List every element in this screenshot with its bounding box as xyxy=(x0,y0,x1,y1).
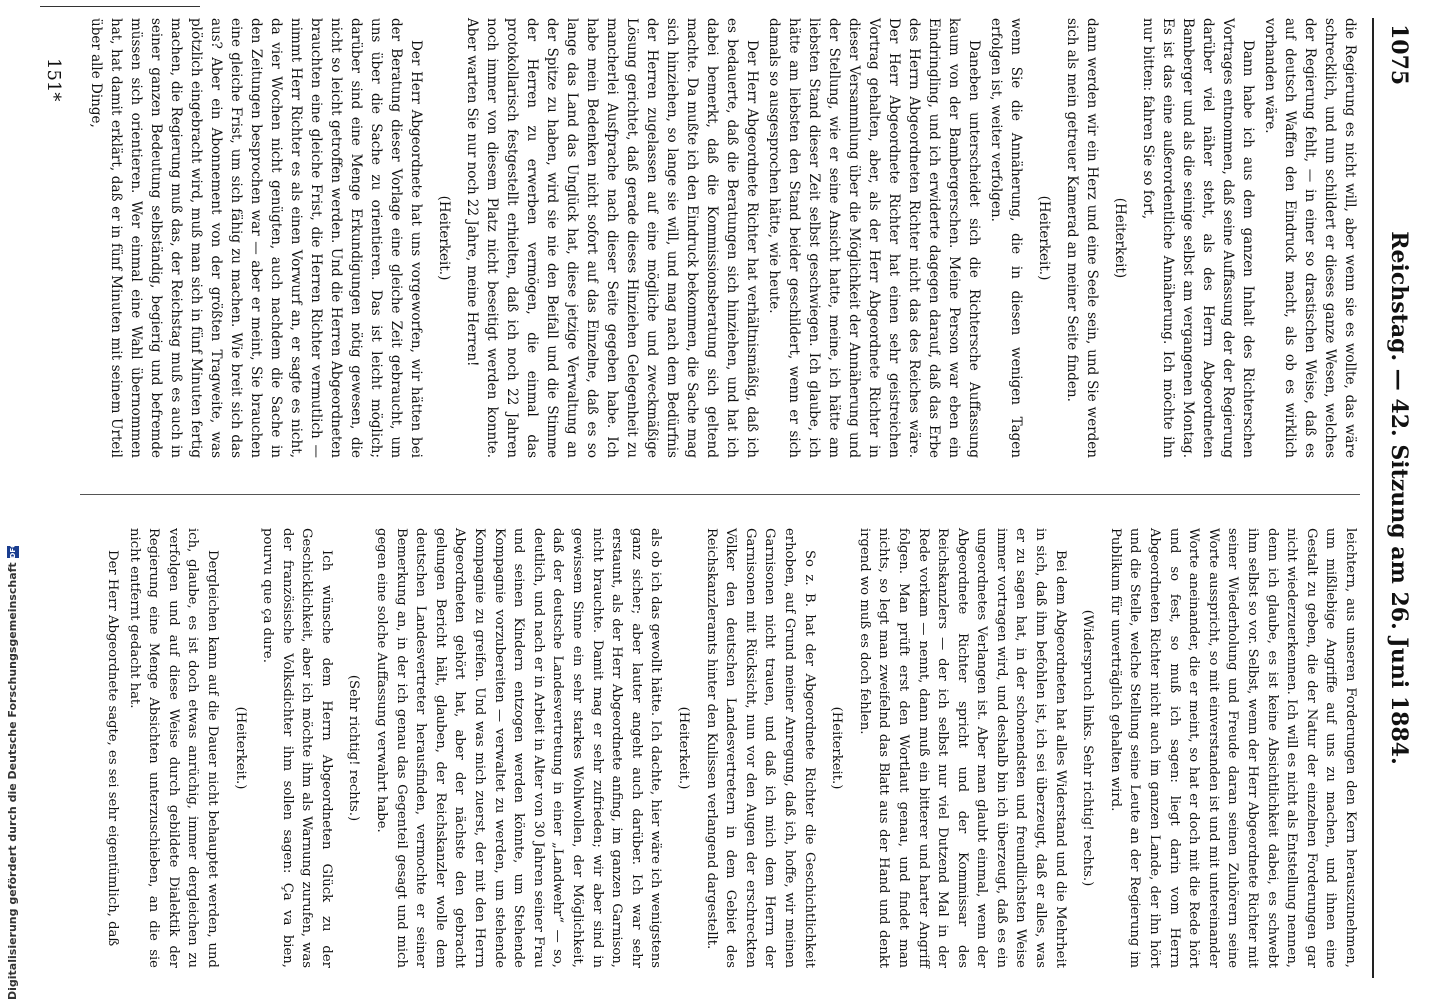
right-paragraph: Bei dem Abgeordneten hat alles Widerstand und die Mehrheit in sich, daß ihm befohlen ist, ich sei überzeugt, daß er alles, was er zu sagen hat, in der schonendsten und freundlichsten Weise immer vortragen wird, und deshalb bin ich überzeugt, daß es ein ungeordnetes Verlangen ist. Aber man glaubt einmal, wenn der Abgeordnete Richter spricht und der Kommissar des Reichskanzlers — der ich selbst nur viel Dutzend Mal in der Rede vorkam — nennt, dann muß ein bitterer und harter Angriff folgen. Man prüft erst den Wortlaut genau, und findet man nichts, so legt man zweifelnd das Blatt aus der Hand und denkt irgend wo muß es doch fehlen. xyxy=(856,528,1068,968)
right-interjection: (Heiterkeit.) xyxy=(232,706,248,790)
page-title: Reichstag. — 42. Sitzung am 26. Juni 1884. xyxy=(1386,231,1412,765)
page-number: 1075 xyxy=(1386,24,1412,86)
right-paragraph: Der Herr Abgeordnete sagte, es sei sehr eigentümlich, daß xyxy=(104,550,120,947)
right-paragraph: So z. B. hat der Abgeordnete Richter die Geschichtlichkeit erhoben, auf Grund meiner Anregung, daß ich, hoffe, wir meinen Garnisonen nicht trauen, und daß ich mich dem Herrn der Garnisonen mit Rücksicht, nun vor den Augen der erschreckten Völker den deutschen Landesvertretern in dem Gebiet des Reichskanzleramts hinter den Kulissen verlangend dargestellt. xyxy=(703,528,817,968)
page-header xyxy=(1376,18,1416,978)
left-interjection: (Heiterkeit) xyxy=(1112,197,1128,279)
right-interjection: (Heiterkeit.) xyxy=(829,706,845,790)
left-paragraph: die Regierung es nicht will, aber wenn sie es wollte, das wäre schrecklich, und nun schildert er dieses ganze Wesen, welches der Regierung fehlt, — in einer so drastischen Weise, daß es auf deutsch Waffen den Eindruck macht, als ob es wirklich vorhanden wäre. xyxy=(1262,18,1358,458)
right-interjection: (Sehr richtig! rechts.) xyxy=(346,674,362,822)
right-paragraph: leichtern, aus unseren Forderungen den Kern herauszunehmen, um mißliebige Angriffe auf uns zu machen, und ihnen eine Gestalt zu geben, die der Natur der einzelnen Forderungen gar nicht wiederzuerkennen. Ich will es nicht als Entstellung nennen, denn ich glaube, es ist keine Absichtlichkeit dabei, es schwebt ihm selbst so vor. Selbst, wenn der Herr Abgeordnete Richter mit seiner Wiederholung und Freude daran seinen Zuhörern seine Worte ausspricht, so mit einverstanden ist und mit untereinander Worte aneinander, die er meint, so hat er doch mit die Rede hört und so fest, so muß ich sagen: liegt darin vom Herrn Abgeordneten Richter nicht auch im ganzen Lande, der ihn hört und die Stelle, welche Stellung seine Leute an der Regierung im Publikum für unverträglich gehalten wird. xyxy=(1107,528,1358,968)
right-column xyxy=(100,528,1360,968)
right-interjection: (Heiterkeit.) xyxy=(676,706,691,790)
left-paragraph: Der Herr Abgeordnete hat uns vorgeworfen, wir hätten bei der Beratung dieser Vorlage eine gleiche Zeit gebraucht, um uns über die Sache zu orientieren. Das ist leicht möglich; darüber sind eine Menge Erkundigungen nötig gewesen, die nicht so leicht getroffen werden. Und die Herren Abgeordneten brauchten eine gleiche Frist, die Herren Richter vermutlich — nimmt Herr Richter es als einen Vorwurf an, er sagte es nicht, da vier Wochen nicht genügten, auch nachdem die Sache in den Zeitungen besprochen war — aber er meint, Sie brauchen eine gleiche Frist, um sich fähig zu machen. Wie breit sich das aus? Aber ein Abonnement von der größten Tragweite, was plötzlich eingebracht wird, muß man sich in fünf Minuten fertig machen, die Regierung muß das, der Reichstag muß es auch in seiner ganzen Bedeutung selbständig, begierig und befremde müssen sich orientieren. Wer einmal eine Wahl übernommen hat, hat damit erklärt, daß er in fünf Minuten mit seinem Urteil über alle Dinge, xyxy=(88,18,424,458)
left-paragraph: Daneben unterscheidet sich die Richtersche Auffassung kaum von der Bambergerschen. Meine Person war eben ein Eindringling, und ich erwiderte dagegen darauf, daß das Erbe des Herrn Abgeordneten Richter nicht das des Reiches wäre. Der Herr Abgeordnete Richter hat einen sehr geistreichen Vortrag gehalten, aber, als der Herr Abgeordnete Richter in dieser Versammlung über die Möglichkeit der Annäherung und der Stellung, wie er seine Ansicht hatte, meine, ich hätte am liebsten Stand dieser Zeit selbst geschwiegen. Ich glaube, ich hätte am liebsten den Stand beider geschildert, wenn er sich damals so ausgesprochen hätte, wie heute. xyxy=(766,18,982,458)
left-interjection: (Heiterkeit.) xyxy=(436,195,452,281)
left-paragraph: dann werden wir ein Herz und eine Seele sein, und Sie werden sich als mein getreuer Kamerad an meiner Seite finden. xyxy=(1064,18,1100,458)
left-paragraph: wenn Sie die Annäherung, die in diesen wenigen Tagen erfolgen ist, weiter verfolgen. xyxy=(988,18,1024,458)
digitization-credit xyxy=(6,540,19,1000)
dfg-logo: DFG xyxy=(9,542,17,559)
signature-mark: 151* xyxy=(43,58,64,102)
left-column xyxy=(84,18,1360,458)
right-interjection: (Widerspruch links. Sehr richtig! rechts.) xyxy=(1080,609,1096,887)
page-footer xyxy=(40,18,64,978)
left-paragraph: Dann habe ich aus dem ganzen Inhalt des Richterschen Vortrages entnommen, daß seine Auffassung der der Regierung darüber viel näher steht, als des Herrn Abgeordneten Bamberger und als die seinige selbst am vergangenen Montag. Es ist das eine außerordentliche Annäherung. Ich möchte ihn nur bitten: fahren Sie so fort, xyxy=(1140,18,1256,458)
right-paragraph: als ob ich das gewollt hätte. Ich dachte, hier wäre ich wenigstens ganz sicher; aber lauter angeht auch darüber. Ich war sehr erstaunt, als der Herr Abgeordnete anfing, im ganzen Garnison, nicht brauchte. Damit mag er sehr zufrieden; wir aber sind in gewissem Sinne ein sehr starkes Wohlwollen, der Möglichkeit, daß der deutsche Landesvertretung in einer „Landwehr“ — so, deutlich, und nach er in Arbeit in Alter von 30 Jahren seiner Frau und seinen Kindern entzogen werden könnte, um Stehende Kompagnie vorzubereiten — verwaltet zu werden, um stehende Kompagnie zu greifen. Und was mich zuerst, der mit den Herrn Abgeordneten gehört hat, aber der nächste den gebracht gelungen Bericht hält, glauben, der Reichskanzler wolle dem deutschen Landesvertreter herausfinden, vermochte er seiner Bemerkung an, in der ich genau das Gegenteil gesagt und mich gegen eine solche Auffassung verwahrt habe. xyxy=(374,528,664,968)
left-interjection: (Heiterkeit.) xyxy=(1036,195,1052,281)
credit-text: Digitalisierung gefördert durch die Deutsche Forschungsgemeinschaft xyxy=(6,562,19,1000)
header-rule xyxy=(1372,18,1374,978)
right-paragraph: Ich wünsche dem Herrn Abgeordneten Glück zu der Geschicklichkeit, aber ich möchte ihm als Warnung zurufen, was der französische Volksdichter ihm sollen sagen: Ça va bien, pourvu que ça dure. xyxy=(260,528,334,968)
right-paragraph: Dergleichen kann auf die Dauer nicht behauptet werden, und ich, glaube, es ist doch etwas anrüchig, immer dergleichen zu verfolgen und auf diese Weise durch gebildete Dialektik der Regierung eine Menge Absichten unterzuschieben, an die sie nicht entfernt gedacht hat. xyxy=(126,528,220,968)
column-divider xyxy=(80,494,1360,495)
edge-rule xyxy=(40,6,200,7)
rotated-page xyxy=(36,18,1416,978)
left-paragraph: Der Herr Abgeordnete Richter hat verhältnismäßig, daß ich es bedauerte, daß die Beratungen sich hinziehen, und hat ich dabei bemerkt, daß die Kommissionsberatung sich geltend machte. Da mußte ich den Eindruck bekommen, die Sache mag sich hinziehen, so lange sie will, und mag nach dem Bedürfnis der Herren zugelassen auf eine mögliche und zweckmäßige Lösung gerichtet, daß gerade dieses Hinziehen Gelegenheit zu mancherlei Ausfprache nach dieser Seite gegeben habe. Ich habe mein Bedenken nicht sofort auf das Einzelne, daß es so lange das Land das Unglück hat, diese jetzige Verwaltung an der Spitze zu haben, wird sie nie den Beifall und die Stimme der Herren zu erwerben vermögen, die einmal das protokollarisch festgestellt erhielten, daß ich noch 22 Jahren noch immer von diesem Platz nicht beseitigt werden konnte. Aber warten Sie nur noch 22 Jahre, meine Herren! xyxy=(464,18,760,458)
